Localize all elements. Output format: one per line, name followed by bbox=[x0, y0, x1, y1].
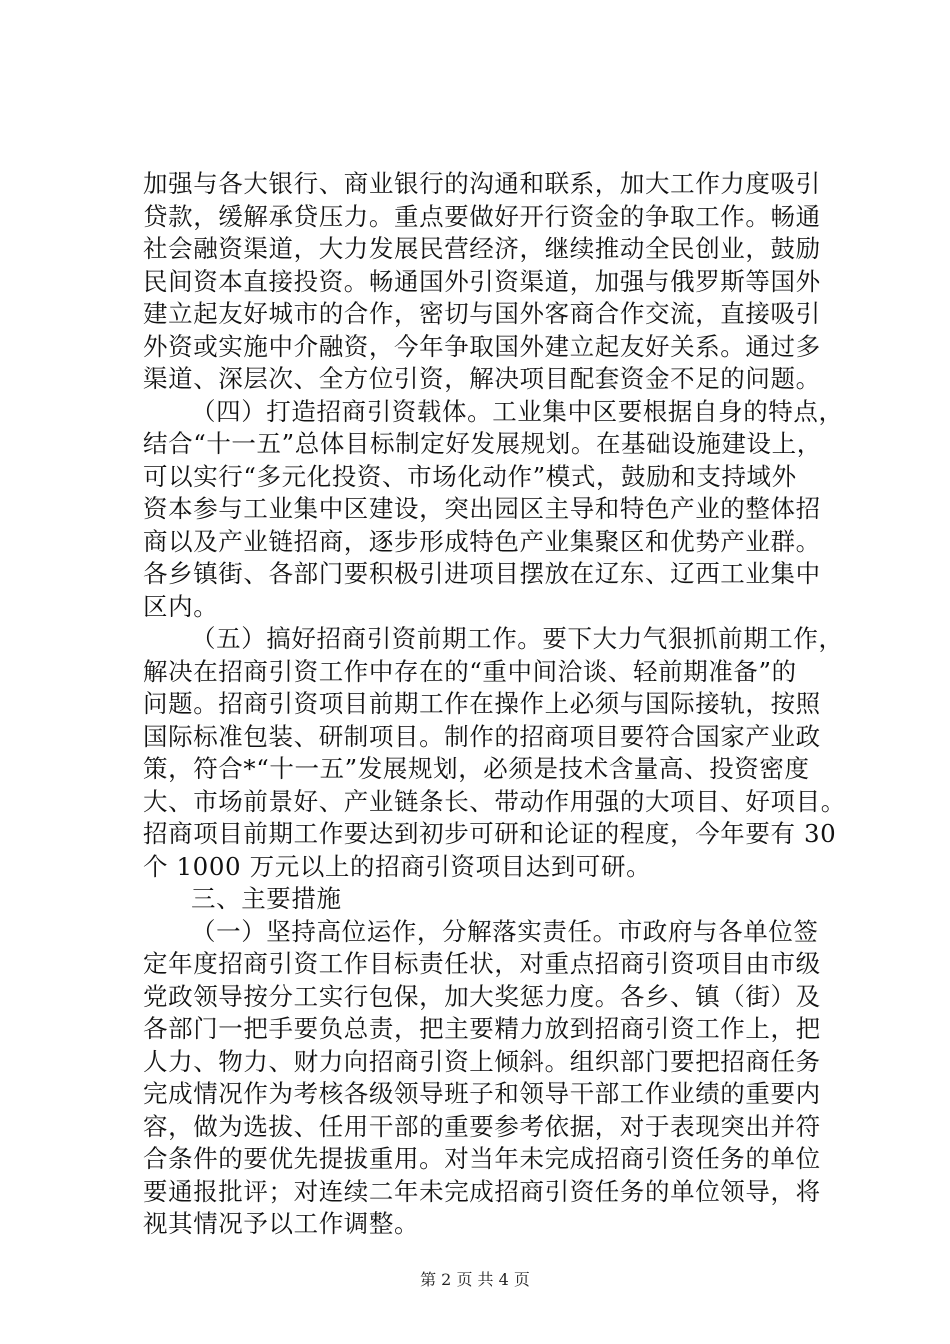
text-line: 外资或实施中介融资，今年争取国外建立起友好关系。通过多 bbox=[143, 331, 821, 361]
text-line: 大、市场前景好、产业链条长、带动作用强的大项目、好项目。 bbox=[143, 786, 846, 816]
text-line: 各乡镇街、各部门要积极引进项目摆放在辽东、辽西工业集中 bbox=[143, 559, 821, 588]
text-line: 党政领导按分工实行包保，加大奖惩力度。各乡、镇（街）及 bbox=[143, 981, 821, 1011]
text-line: 民间资本直接投资。畅通国外引资渠道，加强与俄罗斯等国外 bbox=[143, 266, 821, 296]
text-line: 合条件的要优先提拔重用。对当年未完成招商引资任务的单位 bbox=[143, 1144, 821, 1173]
text-line: 建立起友好城市的合作，密切与国外客商合作交流，直接吸引 bbox=[143, 299, 821, 328]
paragraph-start-line: （四）打造招商引资载体。工业集中区要根据自身的特点， bbox=[191, 396, 844, 426]
text-line: 个 1000 万元以上的招商引资项目达到可研。 bbox=[143, 851, 652, 881]
text-line: 视其情况予以工作调整。 bbox=[143, 1209, 420, 1238]
text-line: 问题。招商引资项目前期工作在操作上必须与国际接轨，按照 bbox=[143, 689, 821, 718]
text-line: 容，做为选拔、任用干部的重要参考依据，对于表现突出并符 bbox=[143, 1111, 821, 1141]
text-line: 策，符合*“十一五”发展规划，必须是技术含量高、投资密度 bbox=[143, 754, 810, 783]
document-body bbox=[143, 168, 846, 1241]
text-line: 商以及产业链招商，逐步形成特色产业集聚区和优势产业群。 bbox=[143, 526, 821, 556]
text-line: 要通报批评；对连续二年未完成招商引资任务的单位领导，将 bbox=[143, 1176, 821, 1206]
paragraph-start-line: （一）坚持高位运作，分解落实责任。市政府与各单位签 bbox=[191, 916, 819, 946]
text-line: 结合“十一五”总体目标制定好发展规划。在基础设施建设上， bbox=[143, 429, 822, 458]
text-line: 招商项目前期工作要达到初步可研和论证的程度，今年要有 30 bbox=[143, 819, 837, 848]
text-line: 定年度招商引资工作目标责任状，对重点招商引资项目由市级 bbox=[143, 949, 821, 978]
text-line: 解决在招商引资工作中存在的“重中间洽谈、轻前期准备”的 bbox=[143, 656, 797, 686]
text-line: 加强与各大银行、商业银行的沟通和联系，加大工作力度吸引 bbox=[143, 169, 821, 198]
text-line: 社会融资渠道，大力发展民营经济，继续推动全民创业，鼓励 bbox=[143, 234, 821, 263]
text-line: 资本参与工业集中区建设，突出园区主导和特色产业的整体招 bbox=[143, 494, 821, 523]
text-line: 区内。 bbox=[143, 591, 219, 621]
text-line: 国际标准包装、研制项目。制作的招商项目要符合国家产业政 bbox=[143, 721, 821, 751]
text-line: 贷款，缓解承贷压力。重点要做好开行资金的争取工作。畅通 bbox=[143, 201, 821, 231]
section-heading: 三、主要措施 bbox=[191, 884, 342, 913]
text-line: 各部门一把手要负总责，把主要精力放到招商引资工作上，把 bbox=[143, 1014, 821, 1043]
text-line: 人力、物力、财力向招商引资上倾斜。组织部门要把招商任务 bbox=[143, 1046, 821, 1076]
text-line: 渠道、深层次、全方位引资，解决项目配套资金不足的问题。 bbox=[143, 364, 821, 393]
text-line: 完成情况作为考核各级领导班子和领导干部工作业绩的重要内 bbox=[143, 1079, 821, 1108]
page-number-footer: 第 2 页 共 4 页 bbox=[420, 1270, 530, 1289]
paragraph-start-line: （五）搞好招商引资前期工作。要下大力气狠抓前期工作， bbox=[191, 624, 844, 653]
text-line: 可以实行“多元化投资、市场化动作”模式，鼓励和支持域外 bbox=[143, 461, 797, 491]
